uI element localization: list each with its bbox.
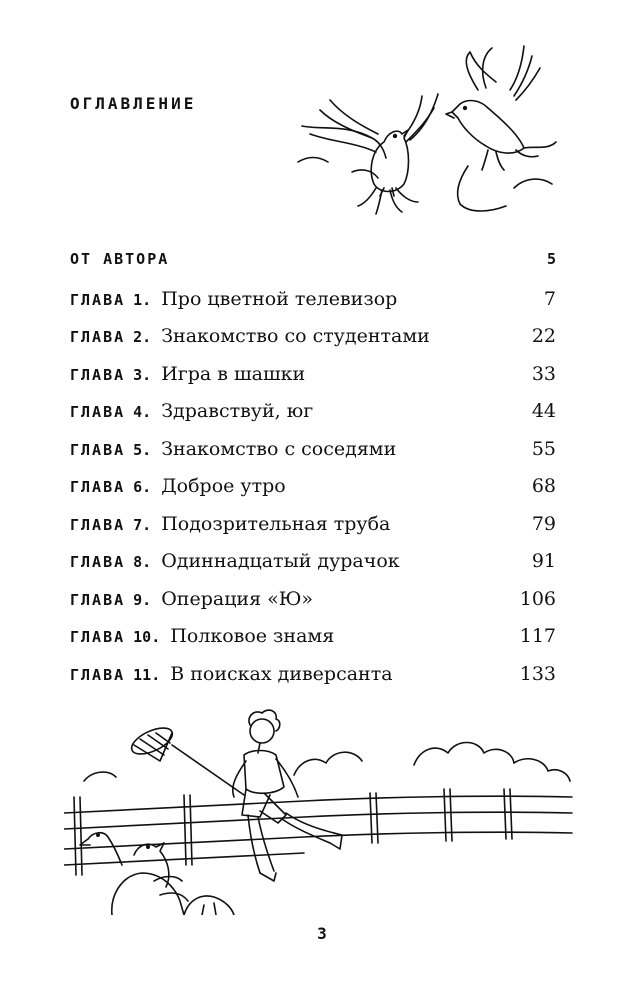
toc-row-chapter-7[interactable] [70,513,556,551]
chapter-page: 79 [531,512,556,535]
chapter-page: 33 [531,362,556,385]
page-number: 3 [317,924,327,943]
chapter-title: Про цветной телевизор [161,287,398,310]
chapter-title: В поисках диверсанта [170,662,393,685]
toc-row-chapter-8[interactable] [70,550,556,588]
chapter-number: 10. [133,628,161,646]
doves-illustration [292,38,562,228]
chapter-page: 106 [519,587,556,610]
toc-heading: ОГЛАВЛЕНИЕ [70,94,197,113]
chapter-word: ГЛАВА [70,365,126,384]
chapter-word: ГЛАВА [70,590,126,609]
table-of-contents [70,250,556,700]
toc-row-chapter-6[interactable] [70,475,556,513]
chapter-number: 4. [133,403,152,421]
chapter-number: 8. [133,553,152,571]
chapter-page: 68 [531,475,556,497]
chapter-page: 22 [531,325,556,347]
chapter-word: ГЛАВА [70,665,126,684]
chapter-title: Подозрительная труба [161,512,391,535]
chapter-page: 44 [531,400,556,422]
chapter-page: 133 [519,662,556,685]
chapter-page: 55 [531,437,556,460]
toc-row-chapter-11[interactable] [70,663,556,701]
chapter-title: Знакомство со студентами [161,325,430,347]
chapter-word: ГЛАВА [70,440,126,459]
chapter-title: Полковое знамя [170,625,335,647]
chapter-word: ГЛАВА [70,290,126,309]
chapter-title: Доброе утро [161,475,286,497]
chapter-number: 9. [133,590,152,609]
chapter-word: ГЛАВА [70,553,126,571]
chapter-title: Знакомство с соседями [161,437,397,460]
chapter-title: Здравствуй, юг [161,400,314,422]
chapter-page: 7 [543,287,556,310]
chapter-word: ГЛАВА [70,628,126,646]
boy-with-net-illustration [64,705,574,915]
chapter-word: ГЛАВА [70,515,126,534]
chapter-number: 5. [133,440,152,459]
toc-row-chapter-3[interactable] [70,363,556,401]
chapter-number: 1. [133,290,152,309]
chapter-title: Операция «Ю» [161,587,314,610]
chapter-number: 7. [133,515,152,534]
chapter-word: ГЛАВА [70,478,126,496]
toc-row-chapter-2[interactable] [70,325,556,363]
chapter-word: ГЛАВА [70,328,126,346]
chapter-page: 91 [531,550,556,572]
chapter-word: ГЛАВА [70,403,126,421]
chapter-title: Одиннадцатый дурачок [161,550,400,572]
toc-row-chapter-10[interactable] [70,625,556,663]
chapter-title: Игра в шашки [161,362,306,385]
toc-row-chapter-4[interactable] [70,400,556,438]
chapter-number: 2. [133,328,152,346]
toc-row-intro[interactable] [70,250,556,288]
chapter-number: 6. [133,478,152,496]
intro-label: ОТ АВТОРА [70,250,170,268]
chapter-number: 11. [133,665,161,684]
toc-row-chapter-5[interactable] [70,438,556,476]
chapter-page: 117 [519,625,556,647]
toc-row-chapter-1[interactable] [70,288,556,326]
chapter-number: 3. [133,365,152,384]
intro-page: 5 [546,250,556,268]
toc-row-chapter-9[interactable] [70,588,556,626]
